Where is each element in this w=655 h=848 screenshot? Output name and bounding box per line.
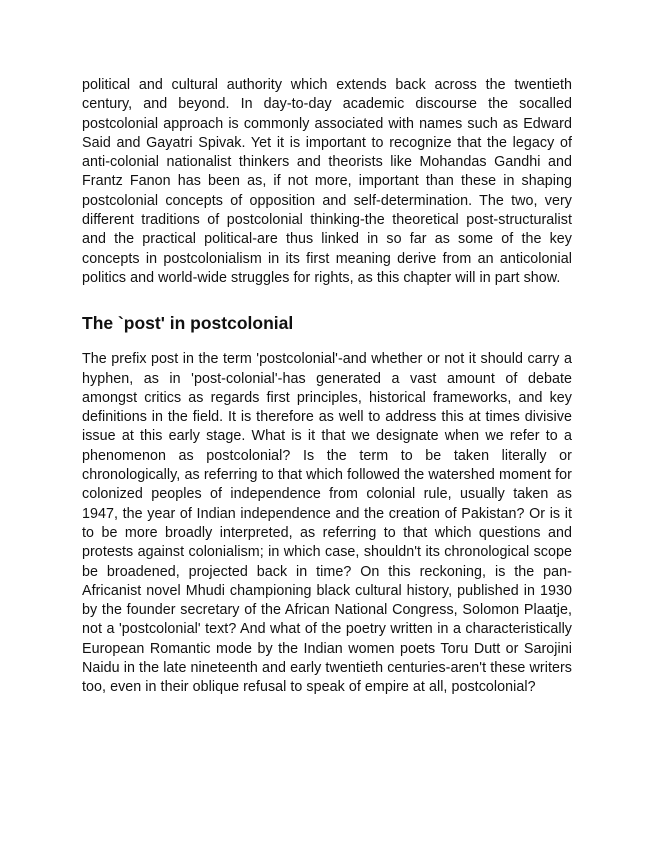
body-paragraph-2: The prefix post in the term 'postcolonial'-and whether or not it should carry a hyphen, as in 'post-colonial'-has generated a vast amount of debate amongst critics as regards first principles, historical frameworks, and key definitions in the field. It is therefore as well to address this at times divisive issue at this early stage. What is it that we designate when we refer to a phenomenon as postcolonial? Is the term to be taken literally or chronologically, as referring to that which followed the watershed moment for colonized peoples of independence from colonial rule, usually taken as 1947, the year of Indian independence and the creation of Pakistan? Or is it to be more broadly interpreted, as referring to that which questions and protests against colonialism; in which case, shouldn't its chronological scope be broadened, projected back in time? On this reckoning, is the pan-Africanist novel Mhudi championing black cultural history, published in 1930 by the founder secretary of the African National Congress, Solomon Plaatje, not a 'postcolonial' text? And what of the poetry written in a characteristically European Romantic mode by the Indian women poets Toru Dutt or Sarojini Naidu in the late nineteenth and early twentieth centuries-aren't these writers too, even in their oblique refusal to speak of empire at all, postcolonial? — [82, 351, 572, 696]
body-paragraph-1: political and cultural authority which extends back across the twentieth century, and beyond. In day-to-day academic discourse the socalled postcolonial approach is commonly associated with names such as Edward Said and Gayatri Spivak. Yet it is important to recognize that the legacy of anti-colonial nationalist thinkers and theorists like Mohandas Gandhi and Frantz Fanon has been as, if not more, important than these in shaping postcolonial concepts of opposition and self-determination. The two, very different traditions of postcolonial thinking-the theoretical post-structuralist and the practical political-are thus linked in so far as some of the key concepts in postcolonialism in its first meaning derive from an anticolonial politics and world-wide struggles for rights, as this chapter will in part show. — [82, 77, 572, 286]
document-page — [82, 76, 572, 698]
section-heading: The `post' in postcolonial — [82, 313, 294, 334]
